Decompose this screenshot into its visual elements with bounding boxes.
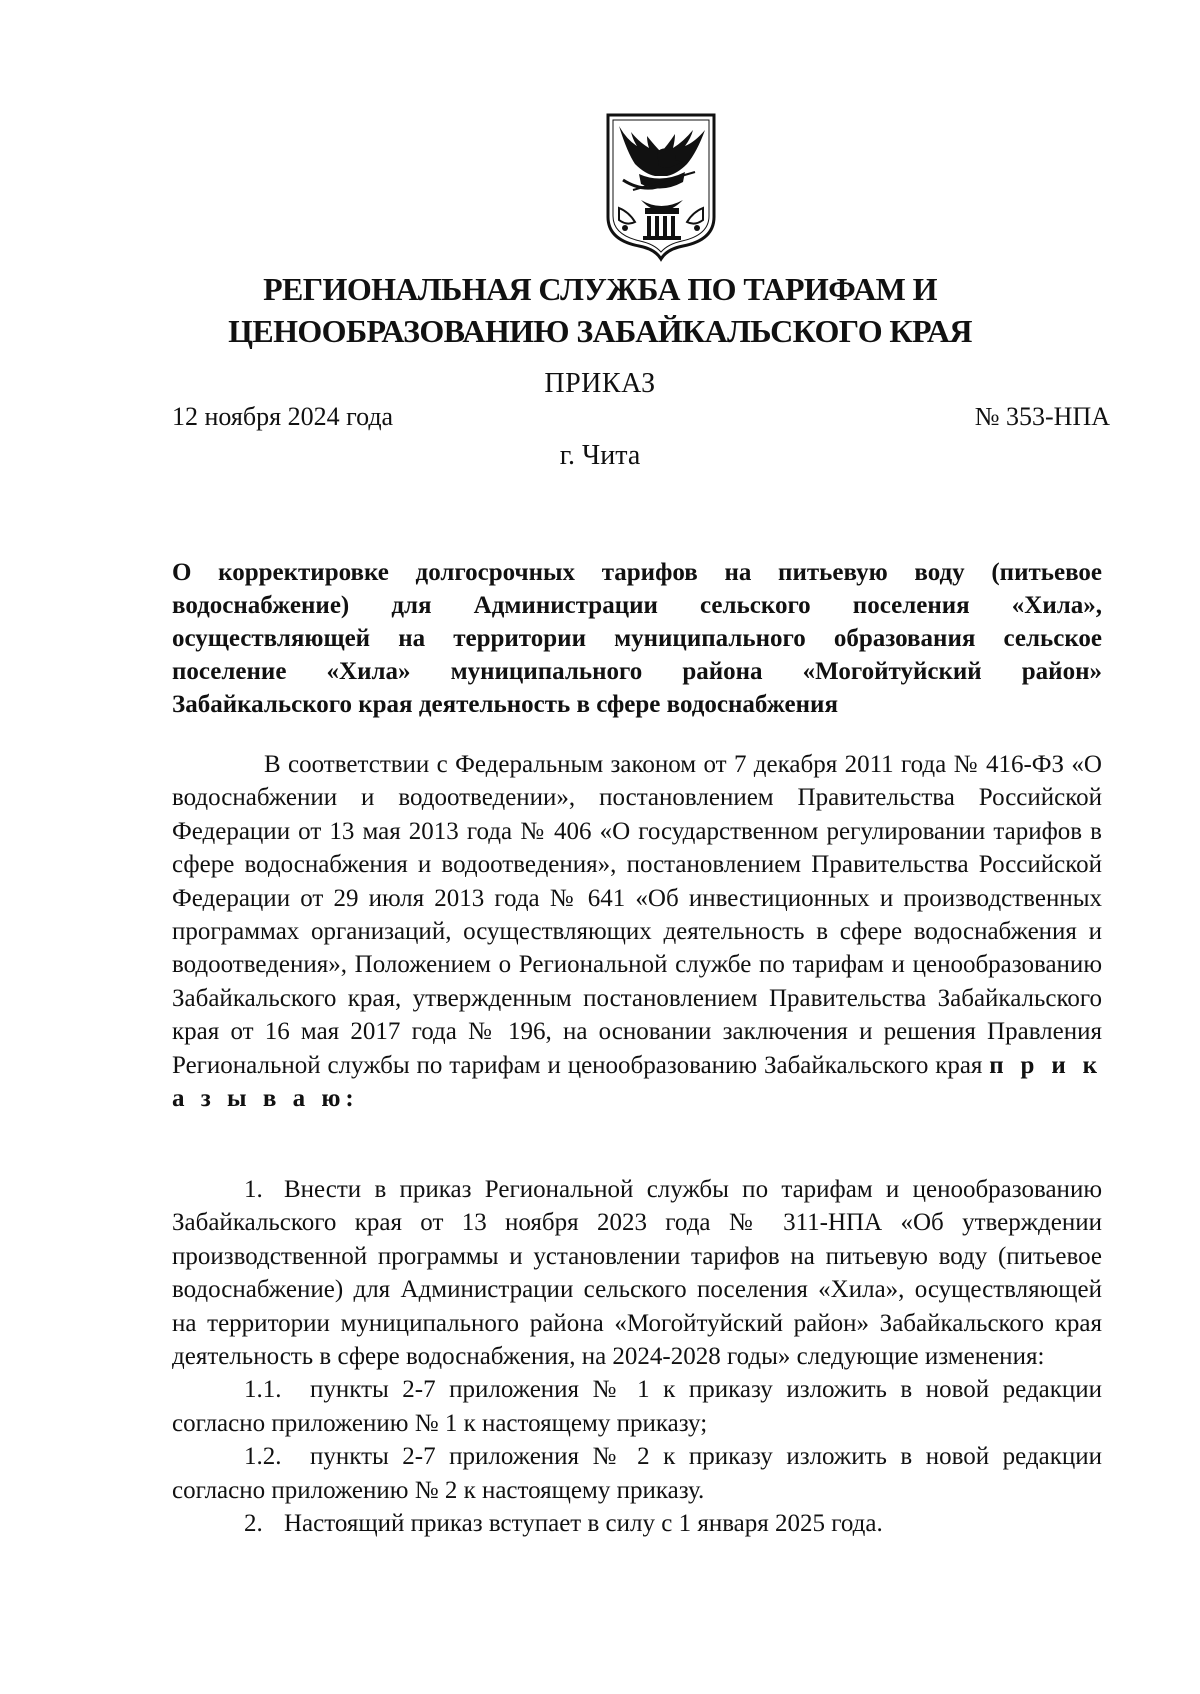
order-item-number: 1. (244, 1176, 263, 1203)
organization-title-line-2: ЦЕНООБРАЗОВАНИЮ ЗАБАЙКАЛЬСКОГО КРАЯ (228, 313, 972, 349)
document-city: г. Чита (559, 440, 641, 471)
order-item-text: пункты 2-7 приложения № 1 к приказу изложить в новой редакции согласно приложению № 1 к настоящему приказу; (172, 1376, 1102, 1437)
order-word: п р и к а з ы в а ю: (172, 1051, 1102, 1113)
order-item-number: 1.2. (244, 1443, 282, 1471)
coat-of-arms-icon (605, 112, 717, 262)
preamble-paragraph (172, 748, 1102, 1115)
order-item-text: пункты 2-7 приложения № 2 к приказу изложить в новой редакции согласно приложению № 2 к настоящему приказу. (172, 1443, 1102, 1504)
document-subject: О корректировке долгосрочных тарифов на питьевую воду (питьевое водоснабжение) для Администрации сельского поселения «Хила», осуществляющей на территории муниципального образования сельское поселение «Хила» муниципального района «Могойтуйский район» Забайкальского края деятельность в сфере водоснабжения (172, 559, 1102, 718)
order-item-number: 1.1. (244, 1376, 282, 1404)
preamble-text: В соответствии с Федеральным законом от 7 декабря 2011 года № 416-ФЗ «О водоснабжении и водоотведении», постановлением Правительства Российской Федерации от 13 мая 2013 года № 406 «О государственном регулировании тарифов в сфере водоснабжения и водоотведения», постановлением Правительства Российской Федерации от 29 июля 2013 года № 641 «Об инвестиционных и производственных программах организаций, осуществляющих деятельность в сфере водоснабжения и водоотведения», Положением о Региональной службе по тарифам и ценообразованию Забайкальского края, утвержденным постановлением Правительства Забайкальского края от 16 мая 2017 года № 196, на основании заключения и решения Правления Региональной службы по тарифам и ценообразованию Забайкальского края (172, 751, 1102, 1079)
order-subitem (172, 1373, 1102, 1440)
organization-title (170, 268, 1030, 352)
order-item-text: Внести в приказ Региональной службы по тарифам и ценообразованию Забайкальского края от 13 ноября 2023 года № 311-НПА «Об утверждении производственной программы и установлении тарифов на питьевую воду (питьевое водоснабжение) для Администрации сельского поселения «Хила», осуществляющей на территории муниципального района «Могойтуйский район» Забайкальского края деятельность в сфере водоснабжения, на 2024-2028 годы» следующие изменения: (172, 1176, 1102, 1371)
order-subitem (172, 1440, 1102, 1507)
order-items (172, 1173, 1102, 1540)
document-number: № 353-НПА (974, 402, 1110, 431)
order-item (172, 1507, 1102, 1540)
order-item-text: Настоящий приказ вступает в силу с 1 января 2025 года. (284, 1510, 883, 1538)
organization-title-line-1: РЕГИОНАЛЬНАЯ СЛУЖБА ПО ТАРИФАМ И (263, 271, 937, 307)
document-date: 12 ноября 2024 года (172, 402, 394, 431)
order-item (172, 1173, 1102, 1373)
order-item-number: 2. (244, 1510, 263, 1538)
document-type: ПРИКАЗ (544, 368, 656, 399)
